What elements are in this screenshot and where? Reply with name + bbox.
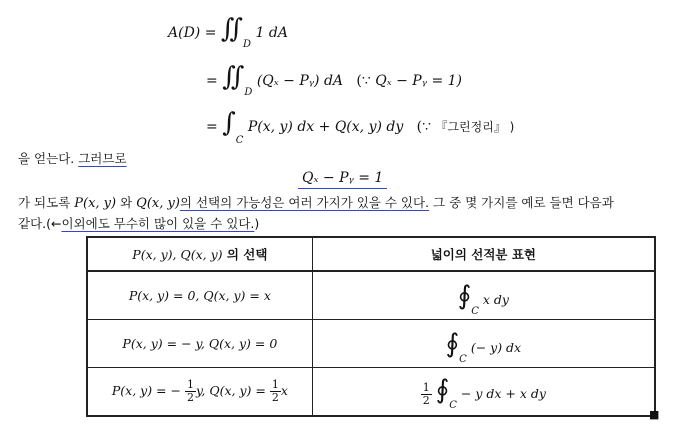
paragraph-line-1: [18, 149, 127, 167]
eq2-integrand: (Qₓ − Pᵧ) dA: [256, 73, 344, 89]
fraction-half: $\frac{1}{2}$: [186, 378, 194, 404]
eq2-because-expr: Qₓ − Pᵧ = 1): [375, 73, 462, 89]
eq1-limit: D: [243, 39, 252, 50]
selection-table: [86, 236, 656, 417]
table-row: [87, 368, 655, 417]
fraction-half: $\frac{1}{2}$: [422, 380, 430, 407]
eq3-limit: C: [235, 135, 244, 146]
integral-symbol: ∫: [222, 108, 236, 138]
integral-cell: $\frac{1}{2}$ $∮_C - y$ dx + x dy: [312, 368, 655, 417]
eq1-integrand: 1 dA: [255, 25, 288, 41]
header-area-integral: 넓이의 선적분 표현: [312, 237, 655, 271]
because-mark: (∵: [356, 73, 371, 89]
contour-integral-symbol: ∮: [435, 374, 450, 405]
contour-integral-symbol: ∮: [445, 328, 460, 359]
paragraph-line-3: 같다.(←이외에도 무수히 많이 있을 수 있다.): [18, 216, 260, 231]
equation-line-3: [206, 108, 515, 146]
table-header-row: [87, 237, 655, 271]
table-row: [87, 320, 655, 368]
infinitely-many-text: 이외에도 무수히 많이 있을 수 있다.: [61, 216, 255, 231]
fraction-half: $\frac{1}{2}$: [271, 378, 279, 404]
integral-cell: $∮_C$ x dy: [312, 271, 655, 320]
table-row: [87, 271, 655, 320]
green-theorem-label: 『그린정리』 ): [435, 120, 515, 134]
eq1-lhs: A(D) =: [168, 25, 217, 41]
possibility-text: 의 선택의 가능성은 여러 가지가 있을 수 있다.: [179, 195, 430, 210]
center-equation: Qₓ − Pᵧ = 1: [298, 170, 387, 189]
paragraph-line-2: 가 되도록 P(x, y) 와 Q(x, y)의 선택의 가능성은 여러 가지가 있을 수 있다. 그 중 몇 가지를 예로 들면 다음과: [18, 195, 614, 211]
double-integral-symbol: ∬: [222, 62, 245, 92]
text-obtained: 을 얻는다.: [18, 151, 75, 166]
eq2-limit: D: [244, 87, 253, 98]
p-xy: P(x, y): [74, 196, 117, 211]
choice-cell: P(x, y) = − $\frac{1}{2}$ y, Q(x, y) = $\frac{1}{2}$ x: [87, 368, 312, 417]
equation-line-2: [206, 62, 462, 98]
header-choice: P(x, y), Q(x, y) 의 선택: [87, 237, 312, 271]
text-therefore: 그러므로: [78, 151, 127, 166]
end-mark: ■: [649, 408, 660, 421]
q-xy: Q(x, y): [136, 196, 180, 211]
eq3-equals: =: [206, 119, 218, 135]
contour-integral-symbol: ∮: [457, 280, 472, 311]
integral-cell: $∮_C$ (− y) dx: [312, 320, 655, 368]
equation-line-1: [168, 14, 288, 50]
double-integral-symbol: ∬: [220, 14, 244, 44]
because-mark: (∵: [416, 119, 431, 135]
choice-cell: P(x, y) = − y, Q(x, y) = 0: [87, 320, 312, 368]
eq2-equals: =: [206, 73, 218, 89]
eq3-integrand: P(x, y) dx + Q(x, y) dy: [247, 119, 404, 135]
choice-cell: P(x, y) = 0, Q(x, y) = x: [87, 271, 312, 320]
